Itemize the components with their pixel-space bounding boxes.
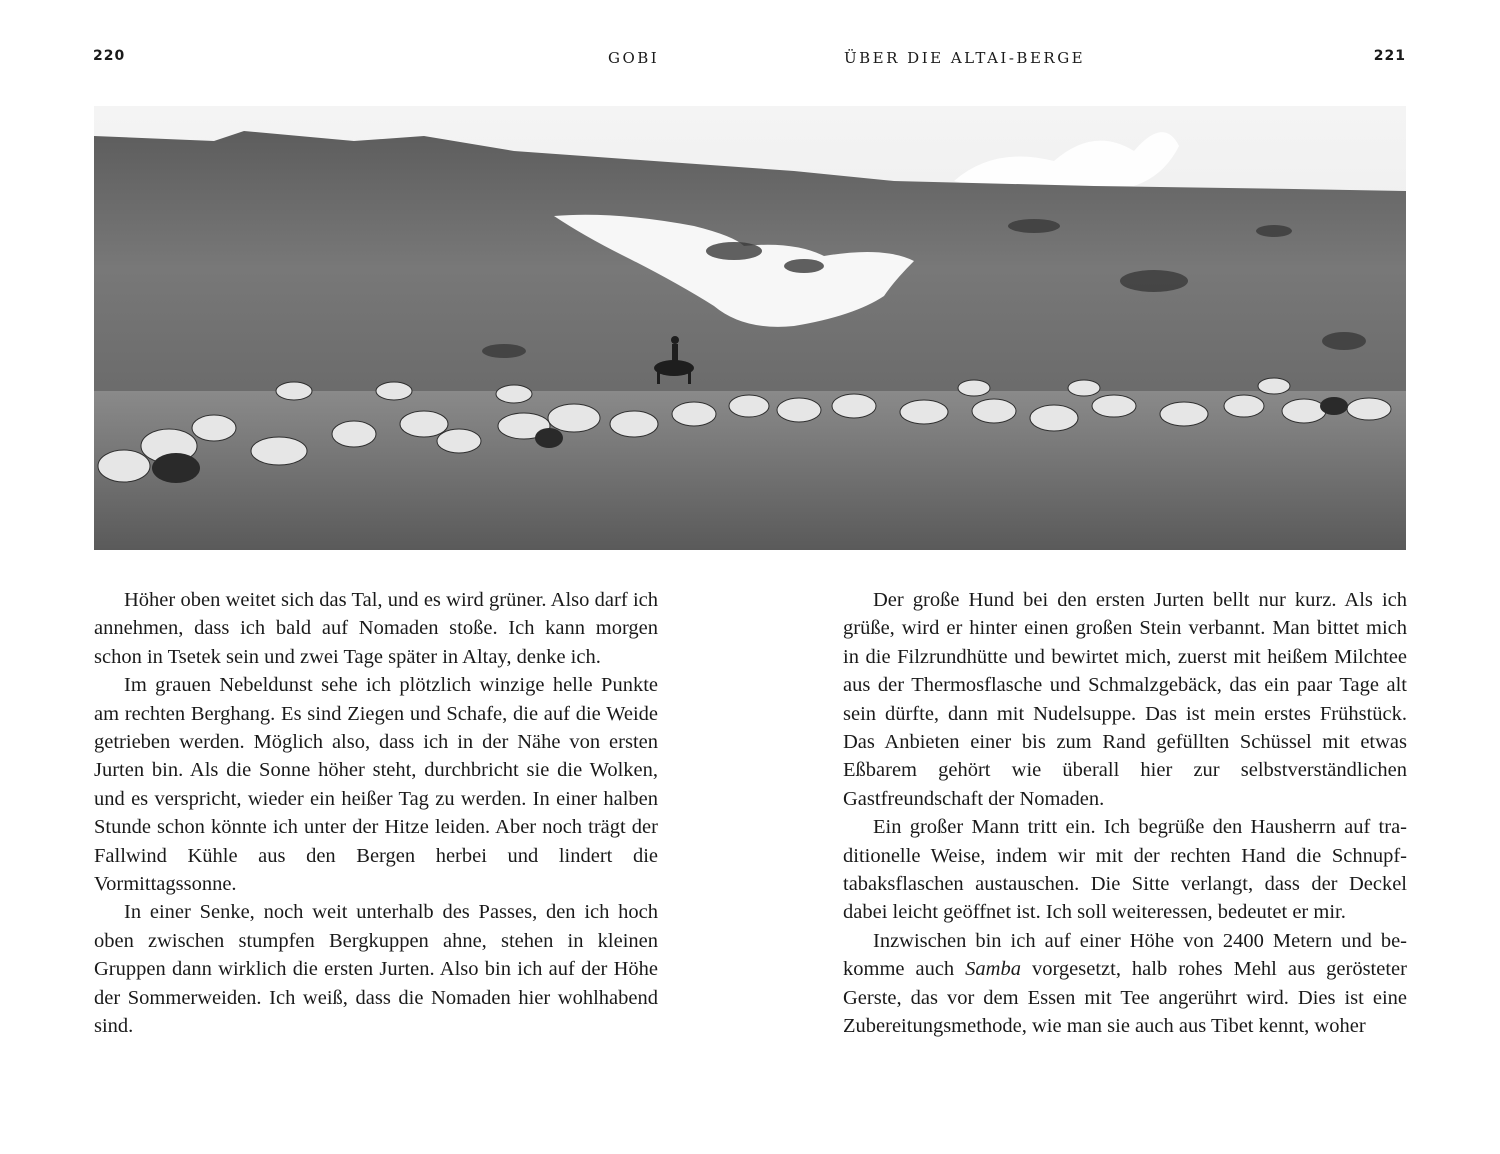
running-head-right: ÜBER DIE ALTAI-BERGE: [844, 49, 1086, 67]
paragraph: Höher oben weitet sich das Tal, und es wird grüner. Also darf ich annehmen, dass ich bald auf Nomaden stoße. Ich kann morgen schon in Tsetek sein und zwei Tage später in Altay, denke ich.: [94, 589, 658, 668]
paragraph: Im grauen Nebeldunst sehe ich plötzlich winzige helle Punkte am rechten Berghang. Es sind Ziegen und Schafe, die auf die Weide getrieben werden. Möglich also, dass ich in der Nähe von ersten Jurten bin. Als die Sonne höher steht, durchbricht sie die Wolken, und es verspricht, wieder ein heißer Tag zu werden. In einer halben Stunde schon könnte ich unter der Hitze leiden. Aber noch trägt der Fallwind Kühle aus den Bergen herbei und lindert die Vormittagssonne.: [94, 674, 658, 896]
paragraph: In einer Senke, noch weit unterhalb des Passes, den ich hoch oben zwischen stumpfen Bergkuppen ahne, stehen in kleinen Gruppen dann wirklich die ersten Jurten. Also bin ich auf der Höhe der Sommerweiden. Ich weiß, dass die Nomaden hier wohlhabend sind.: [94, 901, 658, 1038]
page-number-right: 221: [1373, 48, 1406, 64]
running-head-left: GOBI: [608, 49, 660, 67]
landscape-photo-icon: [94, 106, 1406, 550]
text-column-left: [94, 586, 658, 1041]
text-column-right: [843, 586, 1407, 1041]
paragraph: Ein großer Mann tritt ein. Ich begrüße den Hausherrn auf traditionelle Weise, indem wir mit der rechten Hand die Schnupftabaksflaschen austauschen. Die Sitte verlangt, dass der Deckel dabei leicht geöffnet ist. Ich soll weiteressen, bedeutet er mir.: [843, 816, 1407, 924]
page-number-left: 220: [93, 48, 126, 64]
landscape-photo: [94, 106, 1406, 550]
italic-term: Samba: [965, 958, 1021, 981]
paragraph: [843, 927, 1407, 1041]
text-run: Inzwischen bin ich auf einer Höhe von 2400 Metern und bekomme auch: [843, 929, 1407, 981]
text-run: vorgesetzt, halb rohes Mehl aus gerösteter Gerste, das vor dem Essen mit Tee angerührt wird. Dies ist eine Zubereitungsmethode, wie man sie auch aus Tibet kennt, woher: [843, 958, 1407, 1038]
paragraph: Der große Hund bei den ersten Jurten bellt nur kurz. Als ich grüße, wird er hinter einen großen Stein verbannt. Man bittet mich in die Filzrundhütte und bewirtet mich, zuerst mit heißem Milchtee aus der Thermosflasche und Schmalzgebäck, das ein paar Tage alt sein dürfte, dann mit Nudelsuppe. Das ist mein erstes Frühstück. Das Anbieten einer bis zum Rand gefüllten Schüssel mit etwas Eßbarem gehört wie überall hier zur selbstverständlichen Gastfreundschaft der Nomaden.: [843, 589, 1407, 810]
